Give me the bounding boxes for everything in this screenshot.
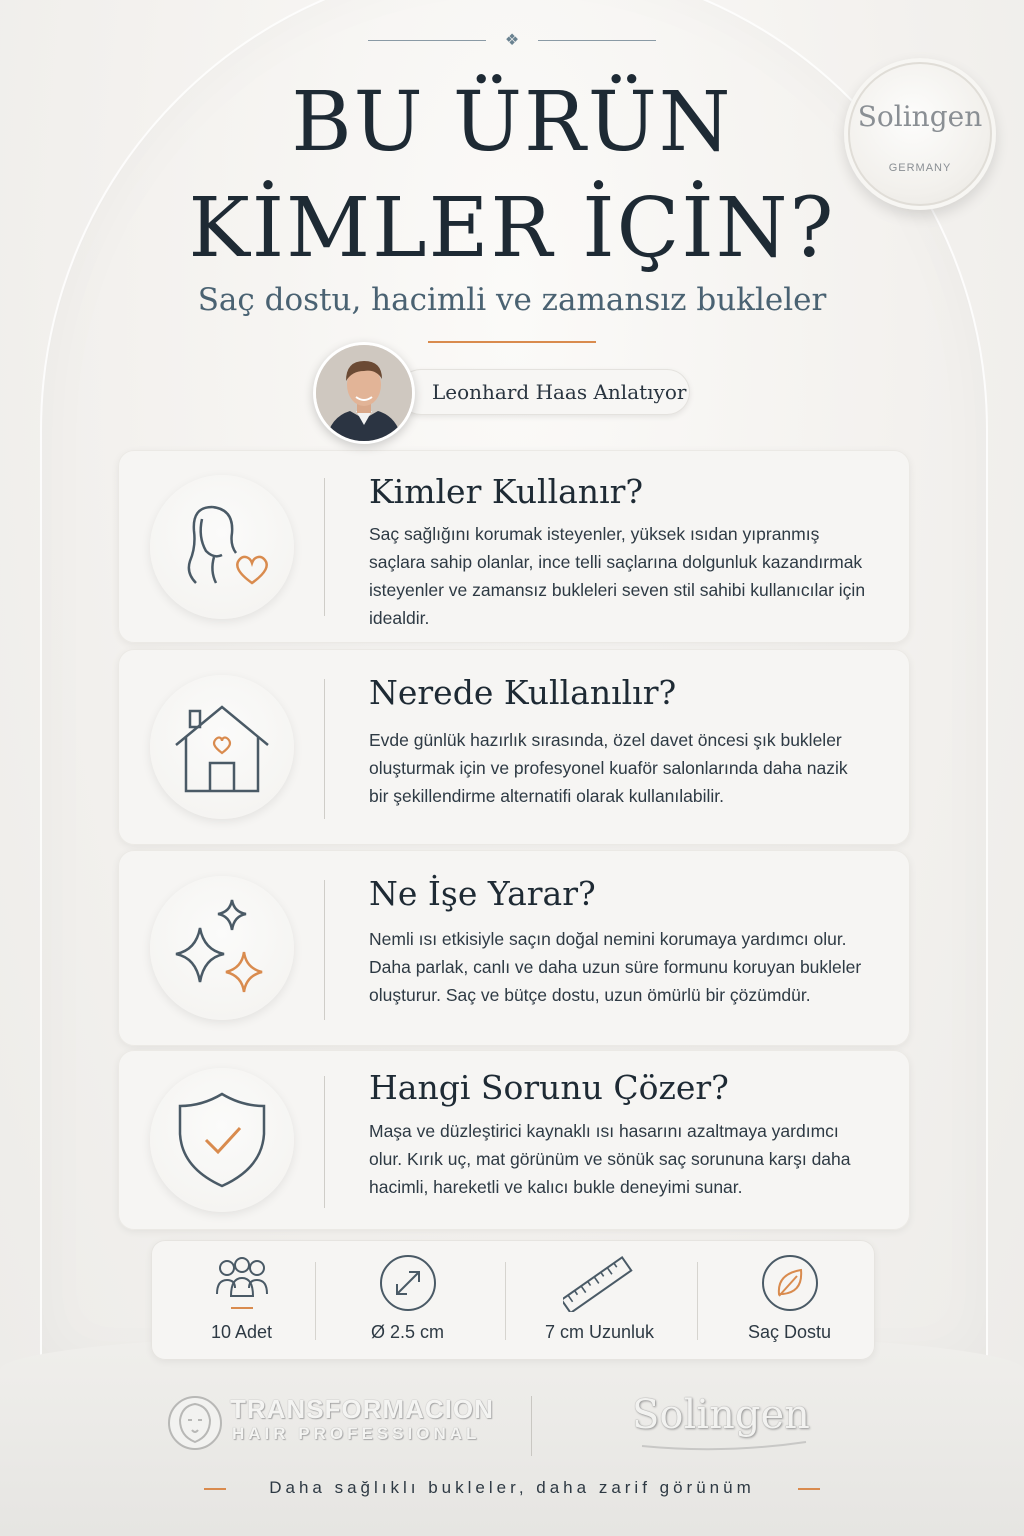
house-heart-icon <box>150 675 294 819</box>
seal-country: GERMANY <box>888 162 952 174</box>
stat-label: 7 cm Uzunluk <box>544 1322 655 1342</box>
stat-diameter <box>317 1240 498 1360</box>
stat-length <box>509 1240 690 1360</box>
sparkles-icon <box>150 876 294 1020</box>
page-subtitle: Saç dostu, hacimli ve zamansız bukleler <box>197 282 827 318</box>
card-what-for <box>118 850 910 1046</box>
stat-label: Ø 2.5 cm <box>370 1322 445 1342</box>
lion-logo-icon <box>166 1394 224 1452</box>
solingen-swoosh-icon <box>640 1440 808 1452</box>
solingen-logo-name: Solingen <box>632 1392 810 1438</box>
stats-bar <box>151 1240 875 1360</box>
transformacion-logo-name: TRANSFORMACION <box>230 1394 494 1424</box>
stat-hair-friendly <box>699 1240 880 1360</box>
card-who-uses <box>118 450 910 643</box>
card-text: Nemli ısı etkisiyle saçın doğal nemini korumaya yardımcı olur. Daha parlak, canlı ve daha uzun süre formunu koruyan bukleler oluşturur. Saç ve bütçe dostu, uzun ömürlü bir çözümdür. <box>369 929 862 1005</box>
group-icon <box>213 1254 271 1312</box>
card-where-used <box>118 649 910 845</box>
stat-label: Saç Dostu <box>747 1322 832 1342</box>
card-title: Nerede Kullanılır? <box>369 673 677 712</box>
card-text: Evde günlük hazırlık sırasında, özel davet öncesi şık bukleler oluşturmak için ve profesyonel kuaför salonlarında daha nazik bir şekillendirme alternatifi olarak kullanılabilir. <box>369 730 848 806</box>
speaker-avatar <box>313 342 415 444</box>
shield-check-icon <box>150 1068 294 1212</box>
leaf-icon <box>761 1254 819 1312</box>
accent-rule <box>428 341 596 343</box>
card-title: Hangi Sorunu Çözer? <box>369 1068 729 1107</box>
card-text: Saç sağlığını korumak isteyenler, yüksek ısıdan yıpranmış saçlara sahip olanlar, ince telli saçlarına dolgunluk kazandırmak isteyenler ve zamansız bukleleri seven stil sahibi kullanıcılar için idealdir. <box>369 524 866 628</box>
woman-heart-icon <box>150 475 294 619</box>
top-ornament: ❖ <box>368 30 656 50</box>
transformacion-logo-sub: HAIR PROFESSIONAL <box>232 1424 481 1443</box>
footer-logos <box>0 1390 1024 1470</box>
speaker-label: Leonhard Haas Anlatıyor <box>432 380 687 404</box>
page-title-line2: KİMLER İÇİN? <box>188 181 836 276</box>
stat-label: 10 Adet <box>210 1322 273 1342</box>
speaker-pill <box>398 369 690 415</box>
card-text: Maşa ve düzleştirici kaynaklı ısı hasarını azaltmaya yardımcı olur. Kırık uç, mat görünüm ve sönük saç sorununa karşı daha hacimli, hareketli ve kalıcı bukle deneyimi sunar. <box>369 1121 851 1197</box>
card-title: Kimler Kullanır? <box>369 472 644 511</box>
card-which-problem <box>118 1050 910 1230</box>
stat-quantity <box>151 1240 332 1360</box>
ruler-icon <box>563 1254 633 1312</box>
footer-tagline: Daha sağlıklı bukleler, daha zarif görünüm <box>269 1478 755 1497</box>
card-title: Ne İşe Yarar? <box>369 874 596 913</box>
page-title-line1: BU ÜRÜN <box>291 75 733 170</box>
seal-brand: Solingen <box>857 100 983 133</box>
diameter-arrows-icon <box>379 1254 437 1312</box>
